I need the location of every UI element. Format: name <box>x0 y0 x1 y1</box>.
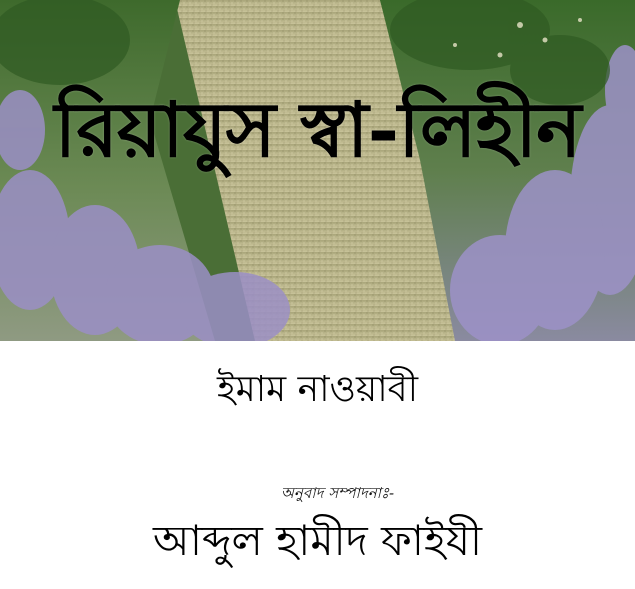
translator-label: অনুবাদ সম্পাদনাঃ- <box>280 484 395 502</box>
author-name: ইমাম নাওয়াবী <box>217 369 418 410</box>
translator-name: আব্দুল হামীদ ফাইযী <box>152 516 483 565</box>
book-title: রিয়াযুস স্বা-লিহীন <box>54 85 581 174</box>
